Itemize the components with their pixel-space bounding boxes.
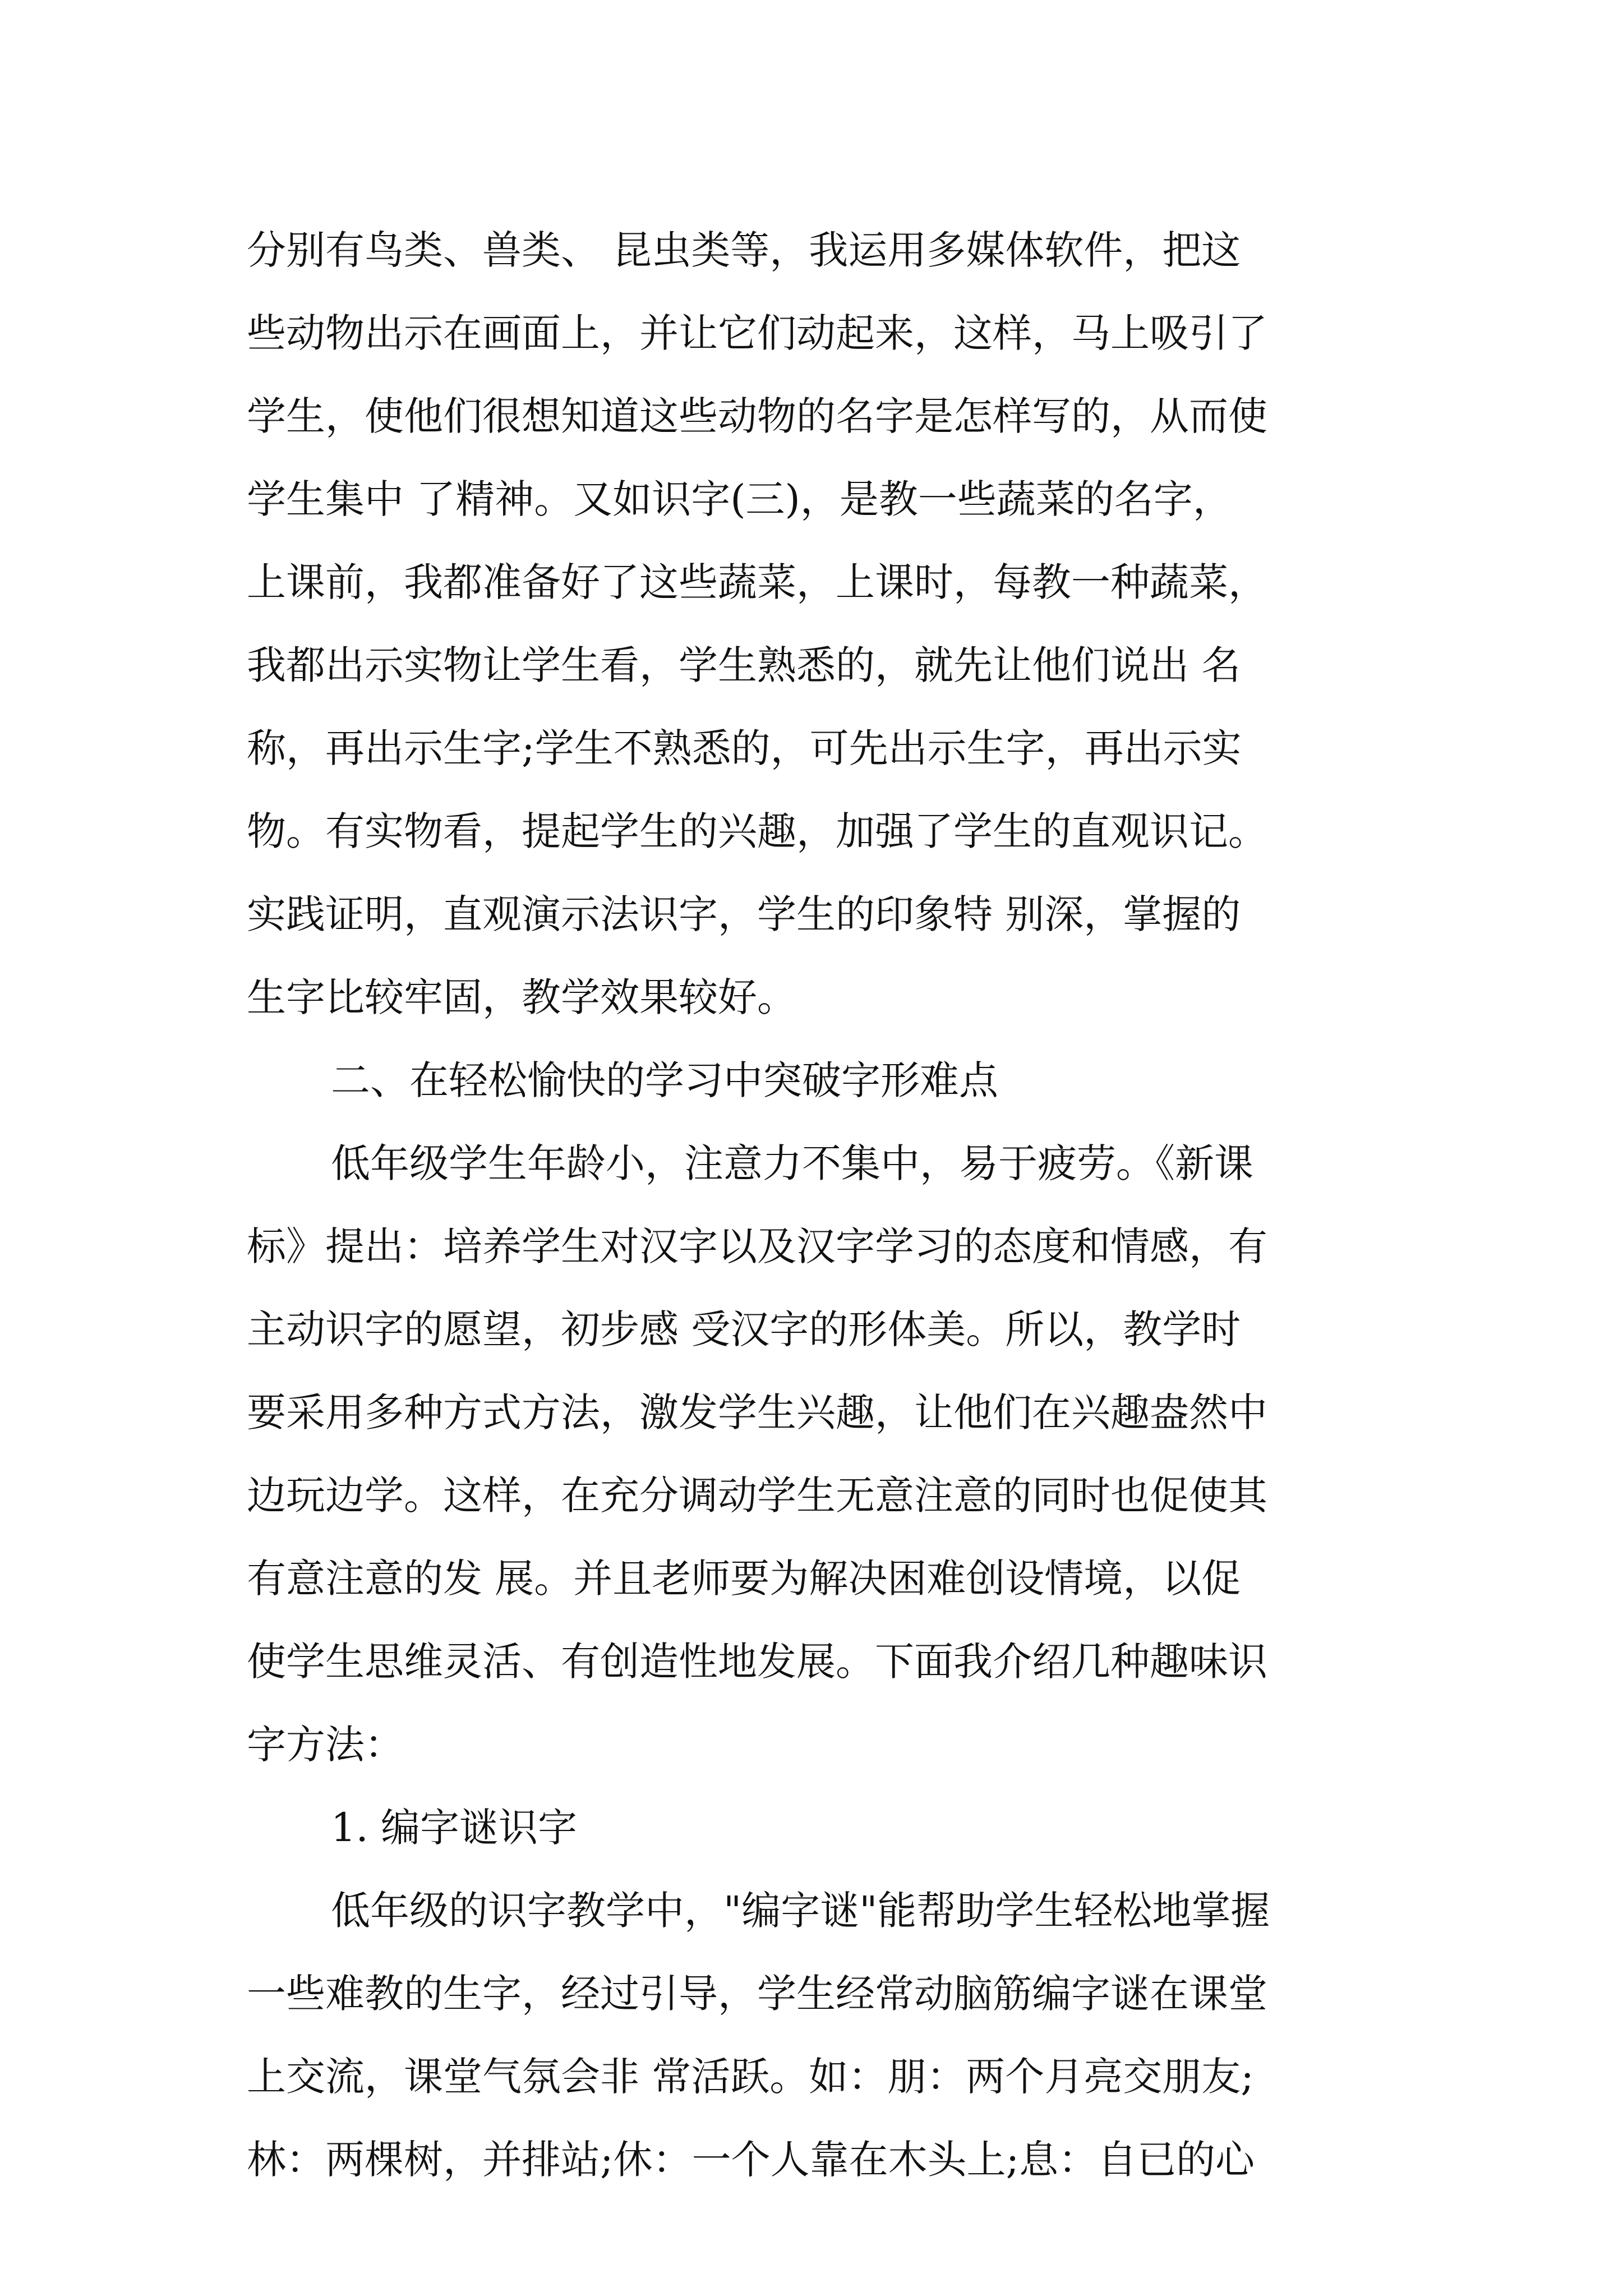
- text-line: 学生，使他们很想知道这些动物的名字是怎样写的，从而使: [247, 393, 1267, 439]
- text-line: 称，再出示生字;学生不熟悉的，可先出示生字，再出示实: [247, 725, 1242, 771]
- text-line: 些动物出示在画面上，并让它们动起来，这样，马上吸引了: [247, 310, 1267, 356]
- text-line: 字方法：: [247, 1722, 404, 1768]
- text-line: 有意注意的发 展。并且老师要为解决困难创设情境，以促: [247, 1556, 1241, 1602]
- text-line: 一些难教的生字，经过引导，学生经常动脑筋编字谜在课堂: [247, 1971, 1267, 2017]
- text-line: 低年级的识字教学中，"编字谜"能帮助学生轻松地掌握: [331, 1888, 1270, 1934]
- text-line: 分别有鸟类、兽类、 昆虫类等，我运用多媒体软件，把这: [247, 227, 1241, 273]
- text-line: 低年级学生年龄小，注意力不集中，易于疲劳。《新课: [331, 1140, 1253, 1186]
- text-line: 物。有实物看，提起学生的兴趣，加强了学生的直观识记。: [247, 808, 1267, 854]
- text-line: 使学生思维灵活、有创造性地发展。下面我介绍几种趣味识: [247, 1639, 1267, 1685]
- text-line: 边玩边学。这样，在充分调动学生无意注意的同时也促使其: [247, 1473, 1267, 1519]
- text-line: 上课前，我都准备好了这些蔬菜，上课时，每教一种蔬菜，: [247, 559, 1267, 605]
- body-text: [247, 209, 1402, 2201]
- text-line: 实践证明，直观演示法识字，学生的印象特 别深，掌握的: [247, 891, 1241, 937]
- text-line: 主动识字的愿望，初步感 受汉字的形体美。所以，教学时: [247, 1306, 1241, 1352]
- text-line: 学生集中 了精神。又如识字(三)，是教一些蔬菜的名字，: [247, 476, 1232, 522]
- text-line: 1. 编字谜识字: [331, 1805, 578, 1851]
- text-line: 生字比较牢固，教学效果较好。: [247, 974, 796, 1020]
- text-line: 二、在轻松愉快的学习中突破字形难点: [331, 1057, 998, 1103]
- text-line: 我都出示实物让学生看，学生熟悉的，就先让他们说出 名: [247, 642, 1241, 688]
- text-line: 上交流，课堂气氛会非 常活跃。如：朋：两个月亮交朋友;: [247, 2054, 1254, 2100]
- text-line: 林：两棵树，并排站;休：一个人靠在木头上;息：自已的心: [247, 2137, 1255, 2183]
- text-line: 要采用多种方式方法，激发学生兴趣，让他们在兴趣盎然中: [247, 1389, 1267, 1435]
- text-line: 标》提出：培养学生对汉字以及汉字学习的态度和情感，有: [247, 1223, 1267, 1269]
